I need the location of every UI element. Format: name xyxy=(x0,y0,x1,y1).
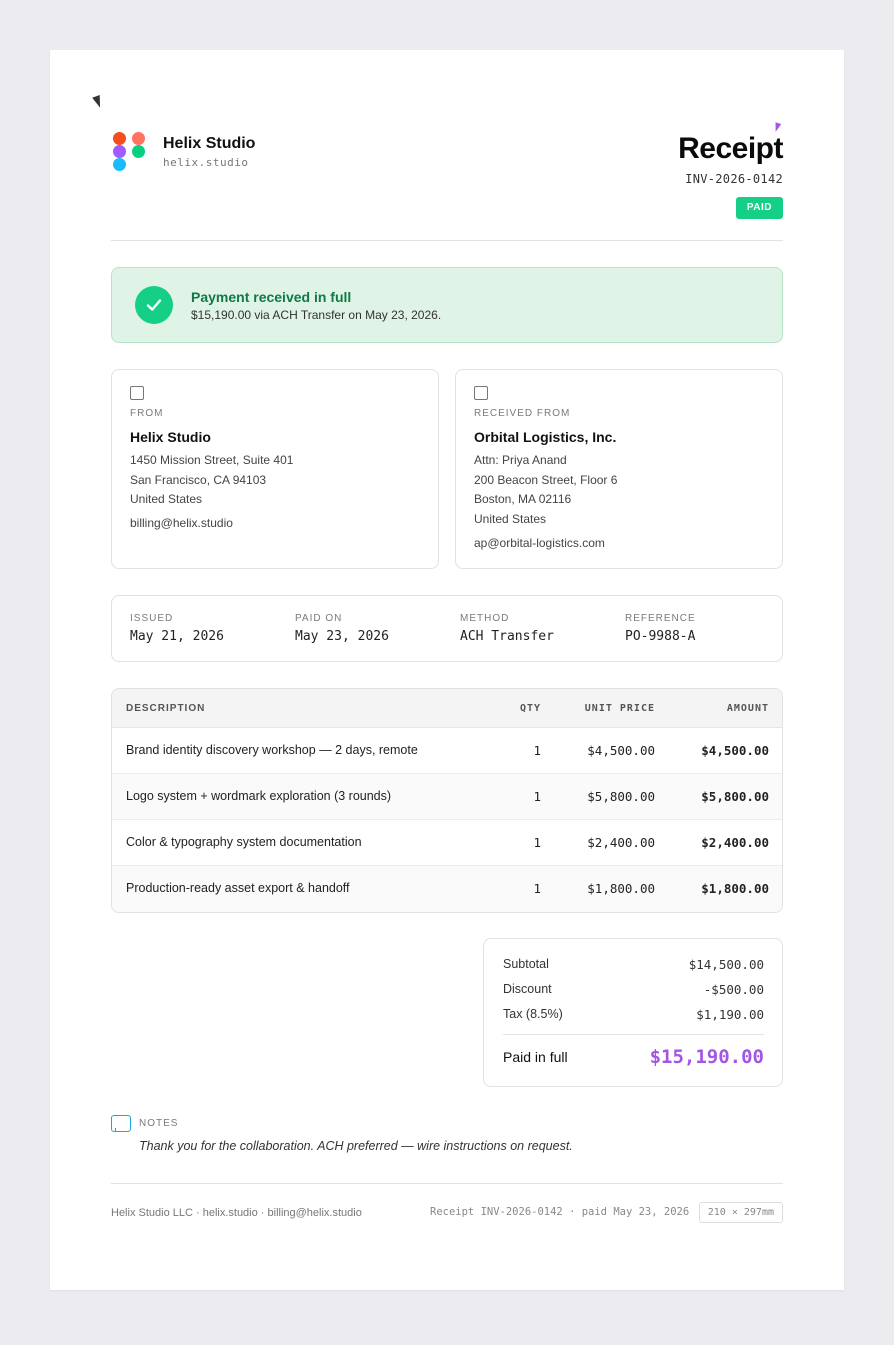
table-header xyxy=(112,689,782,728)
line-items-table xyxy=(111,688,783,913)
row-unit-price: $2,400.00 xyxy=(587,835,655,850)
received-from-name: Orbital Logistics, Inc. xyxy=(474,429,617,445)
footer-divider xyxy=(111,1183,783,1184)
row-description: Logo system + wordmark exploration (3 rounds) xyxy=(126,789,392,803)
footer-receipt-info: Receipt INV-2026-0142 · paid May 23, 2026 xyxy=(430,1206,690,1218)
row-unit-price: $4,500.00 xyxy=(587,743,655,758)
table-row xyxy=(112,866,782,912)
row-amount: $4,500.00 xyxy=(701,743,769,758)
alert-title: Payment received in full xyxy=(191,289,352,305)
payment-alert xyxy=(111,267,783,343)
from-card xyxy=(111,369,439,569)
meta-value: May 21, 2026 xyxy=(130,629,224,644)
table-row xyxy=(112,728,782,774)
col-amount: AMOUNT xyxy=(726,703,769,714)
row-description: Production-ready asset export & handoff xyxy=(126,881,350,895)
meta-value: ACH Transfer xyxy=(460,629,554,644)
check-circle-icon xyxy=(135,286,173,324)
tax-value: $1,190.00 xyxy=(696,1007,764,1022)
subtotal-value: $14,500.00 xyxy=(688,957,764,972)
col-qty: QTY xyxy=(519,703,541,714)
discount-value: -$500.00 xyxy=(703,982,764,997)
received-from-address xyxy=(474,451,617,529)
from-checkbox[interactable] xyxy=(130,386,144,400)
notes-label: NOTES xyxy=(139,1118,179,1129)
document-number: INV-2026-0142 xyxy=(685,172,783,186)
brand-domain: helix.studio xyxy=(163,156,249,169)
received-from-label: RECEIVED FROM xyxy=(474,408,571,419)
from-address xyxy=(130,451,293,510)
row-amount: $5,800.00 xyxy=(701,789,769,804)
subtotal-line xyxy=(503,957,764,971)
row-description: Color & typography system documentation xyxy=(126,835,362,849)
notes-text: Thank you for the collaboration. ACH preferred — wire instructions on request. xyxy=(139,1139,573,1153)
comment-icon xyxy=(111,1115,131,1132)
discount-line xyxy=(503,982,764,996)
alert-text: $15,190.00 via ACH Transfer on May 23, 2026. xyxy=(191,308,442,322)
tax-line xyxy=(503,1007,764,1021)
from-label: FROM xyxy=(130,408,164,419)
meta-label: METHOD xyxy=(460,613,510,624)
row-unit-price: $5,800.00 xyxy=(587,789,655,804)
row-description: Brand identity discovery workshop — 2 days, remote xyxy=(126,743,418,757)
document-title: Receipt xyxy=(678,132,783,165)
col-description: DESCRIPTION xyxy=(126,703,206,714)
row-qty: 1 xyxy=(533,743,541,758)
mouse-cursor-icon xyxy=(92,95,104,109)
meta-value: PO-9988-A xyxy=(625,629,696,644)
from-email[interactable]: billing@helix.studio xyxy=(130,516,233,530)
row-unit-price: $1,800.00 xyxy=(587,881,655,896)
subtotal-label: Subtotal xyxy=(503,957,549,971)
received-from-checkbox[interactable] xyxy=(474,386,488,400)
totals-card xyxy=(483,938,783,1087)
row-qty: 1 xyxy=(533,789,541,804)
status-badge: PAID xyxy=(736,197,783,219)
col-unit-price: UNIT PRICE xyxy=(584,703,655,714)
row-qty: 1 xyxy=(533,835,541,850)
received-from-email[interactable]: ap@orbital-logistics.com xyxy=(474,536,605,550)
tax-label: Tax (8.5%) xyxy=(503,1007,563,1021)
header-divider xyxy=(111,240,783,241)
totals-divider xyxy=(503,1034,764,1035)
row-amount: $1,800.00 xyxy=(701,881,769,896)
from-name: Helix Studio xyxy=(130,429,211,445)
table-row xyxy=(112,774,782,820)
brand-name: Helix Studio xyxy=(163,135,256,152)
meta-issued xyxy=(130,613,224,644)
meta-value: May 23, 2026 xyxy=(295,629,389,644)
brand-logo-icon xyxy=(113,132,149,172)
received-from-card xyxy=(455,369,783,569)
address-line: United States xyxy=(474,511,547,526)
meta-reference xyxy=(625,613,696,644)
footer-company: Helix Studio LLC · helix.studio · billing@helix.studio xyxy=(111,1207,362,1219)
address-line: United States xyxy=(130,492,203,506)
address-line: Attn: Priya Anand xyxy=(474,453,567,467)
row-qty: 1 xyxy=(533,881,541,896)
meta-label: PAID ON xyxy=(295,613,343,624)
grand-total-label: Paid in full xyxy=(503,1049,568,1065)
meta-label: ISSUED xyxy=(130,613,174,624)
payment-meta xyxy=(111,595,783,662)
paper-size-badge: 210 × 297mm xyxy=(699,1202,783,1223)
receipt-page xyxy=(50,50,844,1290)
table-row xyxy=(112,820,782,866)
address-line: 1450 Mission Street, Suite 401 xyxy=(130,453,294,467)
discount-label: Discount xyxy=(503,982,552,996)
address-line: San Francisco, CA 94103 xyxy=(130,472,267,487)
address-line: Boston, MA 02116 xyxy=(474,492,572,506)
meta-label: REFERENCE xyxy=(625,613,696,624)
address-line: 200 Beacon Street, Floor 6 xyxy=(474,472,618,487)
row-amount: $2,400.00 xyxy=(701,835,769,850)
meta-paid-on xyxy=(295,613,389,644)
meta-method xyxy=(460,613,554,644)
grand-total-value: $15,190.00 xyxy=(649,1046,764,1068)
